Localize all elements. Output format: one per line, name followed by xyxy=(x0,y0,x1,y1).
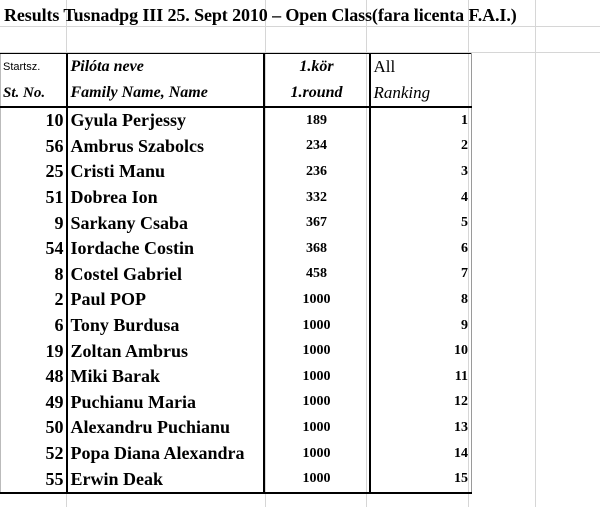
start-number-cell[interactable]: 54 xyxy=(1,236,67,262)
results-table xyxy=(0,53,472,494)
start-number-cell[interactable]: 2 xyxy=(1,287,67,313)
table-row xyxy=(1,185,472,211)
table-row xyxy=(1,262,472,288)
round-score-cell[interactable]: 367 xyxy=(264,210,370,236)
ranking-cell[interactable]: 8 xyxy=(370,287,472,313)
start-number-cell[interactable]: 6 xyxy=(1,313,67,339)
start-number-cell[interactable]: 56 xyxy=(1,134,67,160)
pilot-name-cell[interactable]: Paul POP xyxy=(67,287,264,313)
ranking-cell[interactable]: 14 xyxy=(370,441,472,467)
ranking-cell[interactable]: 15 xyxy=(370,466,472,493)
start-number-cell[interactable]: 55 xyxy=(1,466,67,493)
pilot-name-cell[interactable]: Popa Diana Alexandra xyxy=(67,441,264,467)
table-row xyxy=(1,287,472,313)
table-row xyxy=(1,210,472,236)
ranking-cell[interactable]: 12 xyxy=(370,390,472,416)
header-start-number-hu[interactable]: Startsz. xyxy=(1,54,67,81)
pilot-name-cell[interactable]: Tony Burdusa xyxy=(67,313,264,339)
round-score-cell[interactable]: 1000 xyxy=(264,441,370,467)
pilot-name-cell[interactable]: Dobrea Ion xyxy=(67,185,264,211)
ranking-cell[interactable]: 6 xyxy=(370,236,472,262)
round-score-cell[interactable]: 1000 xyxy=(264,466,370,493)
table-row xyxy=(1,236,472,262)
pilot-name-cell[interactable]: Alexandru Puchianu xyxy=(67,415,264,441)
page-title: Results Tusnadpg III 25. Sept 2010 – Open Class(fara licenta F.A.I.) xyxy=(4,5,517,25)
start-number-cell[interactable]: 8 xyxy=(1,262,67,288)
table-row xyxy=(1,415,472,441)
pilot-name-cell[interactable]: Costel Gabriel xyxy=(67,262,264,288)
table-row xyxy=(1,313,472,339)
table-row xyxy=(1,107,472,134)
start-number-cell[interactable]: 10 xyxy=(1,107,67,134)
ranking-cell[interactable]: 11 xyxy=(370,364,472,390)
header-start-number[interactable]: St. No. xyxy=(1,80,67,107)
round-score-cell[interactable]: 1000 xyxy=(264,364,370,390)
round-score-cell[interactable]: 332 xyxy=(264,185,370,211)
ranking-cell[interactable]: 10 xyxy=(370,338,472,364)
pilot-name-cell[interactable]: Erwin Deak xyxy=(67,466,264,493)
pilot-name-cell[interactable]: Ambrus Szabolcs xyxy=(67,134,264,160)
start-number-cell[interactable]: 52 xyxy=(1,441,67,467)
start-number-cell[interactable]: 9 xyxy=(1,210,67,236)
pilot-name-cell[interactable]: Sarkany Csaba xyxy=(67,210,264,236)
pilot-name-cell[interactable]: Miki Barak xyxy=(67,364,264,390)
ranking-cell[interactable]: 1 xyxy=(370,107,472,134)
round-score-cell[interactable]: 1000 xyxy=(264,287,370,313)
table-row xyxy=(1,466,472,493)
round-score-cell[interactable]: 1000 xyxy=(264,390,370,416)
start-number-cell[interactable]: 49 xyxy=(1,390,67,416)
table-row xyxy=(1,159,472,185)
round-score-cell[interactable]: 236 xyxy=(264,159,370,185)
round-score-cell[interactable]: 1000 xyxy=(264,313,370,339)
start-number-cell[interactable]: 19 xyxy=(1,338,67,364)
pilot-name-cell[interactable]: Cristi Manu xyxy=(67,159,264,185)
table-row xyxy=(1,338,472,364)
header-row-2 xyxy=(1,80,472,107)
ranking-cell[interactable]: 7 xyxy=(370,262,472,288)
table-row xyxy=(1,390,472,416)
header-round[interactable]: 1.round xyxy=(264,80,370,107)
pilot-name-cell[interactable]: Puchianu Maria xyxy=(67,390,264,416)
header-ranking[interactable]: Ranking xyxy=(370,80,472,107)
round-score-cell[interactable]: 234 xyxy=(264,134,370,160)
ranking-cell[interactable]: 4 xyxy=(370,185,472,211)
round-score-cell[interactable]: 1000 xyxy=(264,338,370,364)
start-number-cell[interactable]: 51 xyxy=(1,185,67,211)
table-row xyxy=(1,364,472,390)
header-row-1 xyxy=(1,54,472,81)
start-number-cell[interactable]: 48 xyxy=(1,364,67,390)
header-pilot-name-hu[interactable]: Pilóta neve xyxy=(67,54,264,81)
round-score-cell[interactable]: 189 xyxy=(264,107,370,134)
round-score-cell[interactable]: 1000 xyxy=(264,415,370,441)
table-row xyxy=(1,441,472,467)
ranking-cell[interactable]: 5 xyxy=(370,210,472,236)
ranking-cell[interactable]: 13 xyxy=(370,415,472,441)
ranking-cell[interactable]: 3 xyxy=(370,159,472,185)
header-round-hu[interactable]: 1.kör xyxy=(264,54,370,81)
pilot-name-cell[interactable]: Zoltan Ambrus xyxy=(67,338,264,364)
round-score-cell[interactable]: 458 xyxy=(264,262,370,288)
ranking-cell[interactable]: 2 xyxy=(370,134,472,160)
table-row xyxy=(1,134,472,160)
round-score-cell[interactable]: 368 xyxy=(264,236,370,262)
start-number-cell[interactable]: 50 xyxy=(1,415,67,441)
pilot-name-cell[interactable]: Iordache Costin xyxy=(67,236,264,262)
ranking-cell[interactable]: 9 xyxy=(370,313,472,339)
header-all[interactable]: All xyxy=(370,54,472,81)
pilot-name-cell[interactable]: Gyula Perjessy xyxy=(67,107,264,134)
header-family-name[interactable]: Family Name, Name xyxy=(67,80,264,107)
start-number-cell[interactable]: 25 xyxy=(1,159,67,185)
